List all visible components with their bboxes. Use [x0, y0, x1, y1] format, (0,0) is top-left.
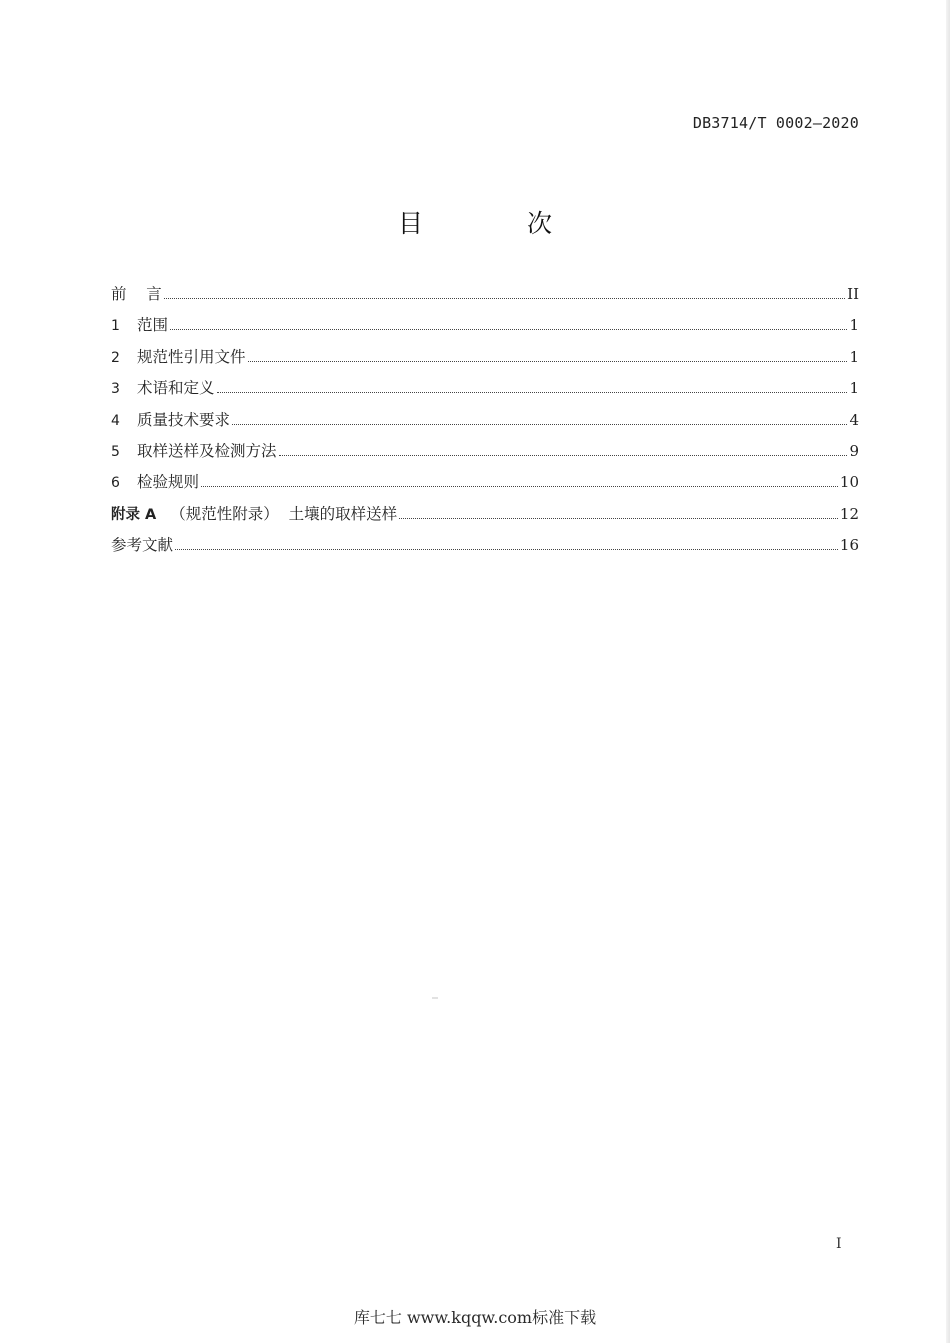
toc-page-number: 12 — [839, 504, 859, 523]
toc-entry-quality-requirements[interactable] — [111, 408, 859, 439]
toc-entry-appendix-a[interactable] — [111, 502, 859, 533]
toc-entry-number: 2 — [111, 349, 120, 366]
toc-leader-dots — [399, 518, 838, 519]
page-edge — [946, 0, 950, 1343]
toc-entry-text: 规范性引用文件 — [137, 347, 246, 366]
toc-entry-number: 3 — [111, 381, 120, 398]
toc-entry-foreword[interactable] — [111, 282, 859, 313]
toc-title: 目 次 — [398, 209, 600, 238]
toc-entry-text: 前 言 — [111, 285, 162, 303]
toc-entry-scope[interactable] — [111, 313, 859, 344]
toc-entry-number: 5 — [111, 443, 120, 460]
download-watermark: 库七七 www.kqqw.com标准下载 — [353, 1308, 597, 1327]
toc-leader-dots — [248, 361, 848, 362]
toc-entry-normative-references[interactable] — [111, 345, 859, 376]
page-number: I — [836, 1236, 842, 1252]
toc-page-number: 10 — [839, 473, 859, 492]
toc-entry-sampling-methods[interactable] — [111, 439, 859, 470]
toc-entry-inspection-rules[interactable] — [111, 470, 859, 501]
toc-entry-text: （规范性附录） 土壤的取样送样 — [170, 504, 398, 523]
toc-page-number: 16 — [839, 536, 859, 555]
toc-page-number: 1 — [849, 347, 859, 366]
toc-entry-bibliography[interactable] — [111, 533, 859, 564]
toc-leader-dots — [232, 424, 847, 425]
toc-entry-text: 质量技术要求 — [137, 410, 231, 429]
toc-entry-text: 参考文献 — [111, 536, 174, 555]
toc-entry-terms-definitions[interactable] — [111, 376, 859, 407]
toc-entry-number: 6 — [111, 475, 120, 492]
table-of-contents — [111, 282, 859, 565]
toc-page-number: 4 — [849, 410, 859, 429]
toc-leader-dots — [279, 455, 848, 456]
toc-leader-dots — [175, 549, 838, 550]
toc-page-number: 1 — [849, 316, 859, 335]
scan-artifact — [432, 997, 438, 999]
toc-appendix-label: 附录 A — [111, 506, 157, 523]
toc-entry-number: 4 — [111, 412, 120, 429]
toc-leader-dots — [217, 392, 848, 393]
toc-entry-text: 术语和定义 — [137, 379, 215, 398]
toc-leader-dots — [201, 486, 838, 487]
toc-leader-dots — [164, 298, 845, 299]
toc-entry-text: 范围 — [137, 316, 169, 335]
toc-entry-text: 取样送样及检测方法 — [137, 441, 277, 460]
toc-entry-number: 1 — [111, 318, 120, 335]
toc-page-number: II — [847, 285, 859, 303]
toc-page-number: 1 — [849, 379, 859, 398]
toc-entry-text: 检验规则 — [137, 473, 200, 492]
toc-page-number: 9 — [849, 441, 859, 460]
toc-leader-dots — [170, 329, 847, 330]
document-code: DB3714/T 0002—2020 — [692, 114, 859, 132]
